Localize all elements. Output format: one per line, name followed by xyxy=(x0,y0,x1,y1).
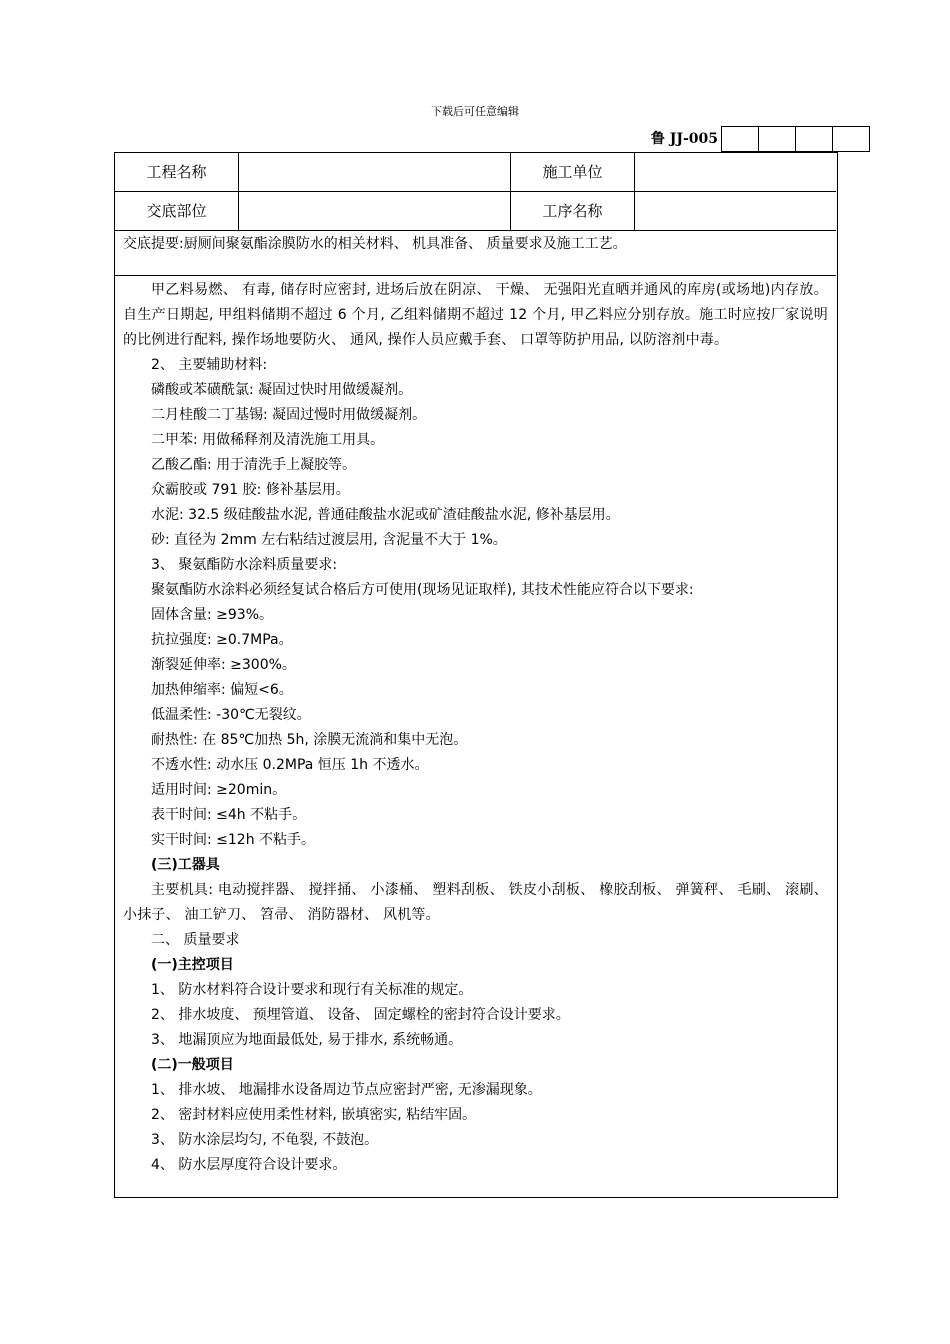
code-box-4[interactable] xyxy=(832,126,870,152)
content-line: 低温柔性: -30℃无裂纹。 xyxy=(151,707,311,723)
project-name-field[interactable] xyxy=(239,153,511,191)
form-code-row xyxy=(640,126,870,152)
form-code: 鲁 JJ-005 xyxy=(650,131,718,147)
section-heading: (三)工器具 xyxy=(151,857,220,873)
content-line: 众霸胶或 791 胶: 修补基层用。 xyxy=(151,482,350,498)
content-line: 耐热性: 在 85℃加热 5h, 涂膜无流淌和集中无泡。 xyxy=(151,732,468,748)
watermark-text: 下载后可任意编辑 xyxy=(431,105,519,118)
content-line: 3、 聚氨酯防水涂料质量要求: xyxy=(151,557,338,573)
disclosure-table xyxy=(114,152,838,1198)
content-line: 3、 防水涂层均匀, 不龟裂, 不鼓泡。 xyxy=(151,1132,379,1148)
section-heading: (二)一般项目 xyxy=(151,1057,234,1073)
contractor-field[interactable] xyxy=(635,153,836,191)
content-line: 适用时间: ≥20min。 xyxy=(151,782,287,798)
summary-text: 交底提要:厨厕间聚氨酯涂膜防水的相关材料、 机具准备、 质量要求及施工工艺。 xyxy=(115,231,836,276)
code-box-1[interactable] xyxy=(721,126,759,152)
content-line: 1、 防水材料符合设计要求和现行有关标准的规定。 xyxy=(151,982,473,998)
content-line: 2、 密封材料应使用柔性材料, 嵌填密实, 粘结牢固。 xyxy=(151,1107,477,1123)
content-line: 二、 质量要求 xyxy=(151,932,240,948)
content-line: 加热伸缩率: 偏短<6。 xyxy=(151,682,293,698)
content-line: 1、 排水坡、 地漏排水设备周边节点应密封严密, 无渗漏现象。 xyxy=(151,1082,542,1098)
content-line: 磷酸或苯磺酰氯: 凝固过快时用做缓凝剂。 xyxy=(151,382,413,398)
content-body xyxy=(115,278,836,1178)
code-box-3[interactable] xyxy=(795,126,833,152)
tools-paragraph: 主要机具: 电动搅拌器、 搅拌捅、 小漆桶、 塑料刮板、 铁皮小刮板、 橡胶刮板、 弹簧秤、 毛刷、 滚刷、 小抹子、 油工铲刀、 笤帚、 消防器材、 风机等。 xyxy=(123,882,828,923)
content-line: 实干时间: ≤12h 不粘手。 xyxy=(151,832,316,848)
contractor-label: 施工单位 xyxy=(511,153,635,191)
content-lines-a xyxy=(123,353,828,878)
location-field[interactable] xyxy=(239,192,511,230)
location-label: 交底部位 xyxy=(115,192,239,230)
content-line: 4、 防水层厚度符合设计要求。 xyxy=(151,1157,347,1173)
section-heading: (一)主控项目 xyxy=(151,957,234,973)
content-line: 二月桂酸二丁基锡: 凝固过慢时用做缓凝剂。 xyxy=(151,407,427,423)
content-line: 2、 排水坡度、 预埋管道、 设备、 固定螺栓的密封符合设计要求。 xyxy=(151,1007,570,1023)
project-name-label: 工程名称 xyxy=(115,153,239,191)
content-lines-b xyxy=(123,928,828,1178)
content-line: 二甲苯: 用做稀释剂及清洗施工用具。 xyxy=(151,432,385,448)
content-line: 乙酸乙酯: 用于清洗手上凝胶等。 xyxy=(151,457,357,473)
content-line: 砂: 直径为 2mm 左右粘结过渡层用, 含泥量不大于 1%。 xyxy=(151,532,507,548)
process-label: 工序名称 xyxy=(511,192,635,230)
content-line: 表干时间: ≤4h 不粘手。 xyxy=(151,807,307,823)
content-line: 不透水性: 动水压 0.2MPa 恒压 1h 不透水。 xyxy=(151,757,429,773)
content-line: 水泥: 32.5 级硅酸盐水泥, 普通硅酸盐水泥或矿渣硅酸盐水泥, 修补基层用。 xyxy=(151,507,620,523)
content-line: 固体含量: ≥93%。 xyxy=(151,607,274,623)
intro-paragraph: 甲乙料易燃、 有毒, 储存时应密封, 进场后放在阴凉、 干燥、 无强阳光直晒并通风的库房(或场地)内存放。自生产日期起, 甲组料储期不超过 6 个月, 乙组料储期不超过 12 个月, 甲乙料应分别存放。施工时应按厂家说明的比例进行配料, 操作场地要防火、 通风, 操作人员应戴手套、 口罩等防护用品, 以防溶剂中毒。 xyxy=(123,282,828,348)
process-field[interactable] xyxy=(635,192,836,230)
header-row-1 xyxy=(115,153,836,192)
code-box-2[interactable] xyxy=(758,126,796,152)
content-line: 聚氨酯防水涂料必须经复试合格后方可使用(现场见证取样), 其技术性能应符合以下要求: xyxy=(151,582,694,598)
content-line: 抗拉强度: ≥0.7MPa。 xyxy=(151,632,293,648)
header-row-2 xyxy=(115,192,836,231)
content-line: 渐裂延伸率: ≥300%。 xyxy=(151,657,296,673)
content-line: 3、 地漏顶应为地面最低处, 易于排水, 系统畅通。 xyxy=(151,1032,463,1048)
content-line: 2、 主要辅助材料: xyxy=(151,357,268,373)
